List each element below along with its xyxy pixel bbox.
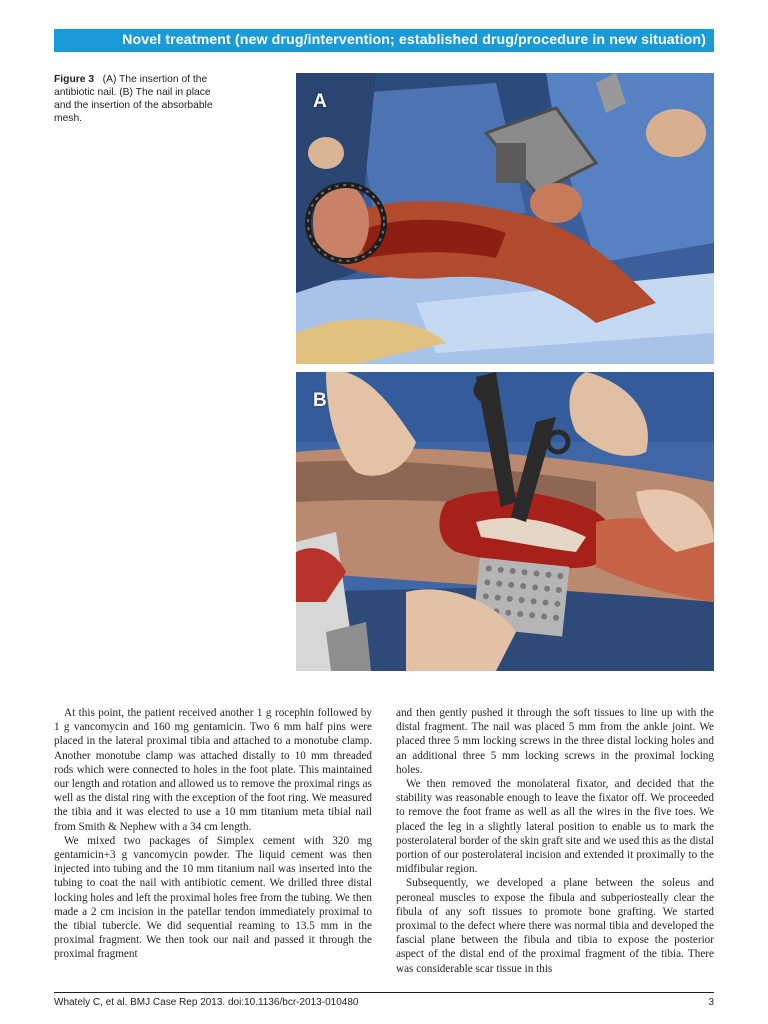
figure-panel-b: [296, 372, 714, 671]
section-banner: Novel treatment (new drug/intervention; established drug/procedure in new situation): [54, 29, 714, 52]
paragraph: At this point, the patient received another 1 g rocephin followed by 1 g vancomycin and 160 mg gentamicin. Two 6 mm half pins were placed in the lateral proximal tibia and attached to a monotube clamp. Another monotube clamp was attached distally to 10 mm threaded rods which were connected to holes in the foot plate. This maintained our length and rotation and allowed us to remove the proximal rings as well as the distal ring with the exception of the foot ring. We measured the tibia and it was elected to use a 10 mm titanium meta tibial nail from Smith & Nephew with a 34 cm length.: [54, 707, 372, 833]
figure-caption: [54, 73, 226, 125]
paragraph: We then removed the monolateral fixator, and decided that the stability was reasonable enough to leave the fixator off. We proceeded to remove the foot frame as well as all the wires in the five toes. We placed the leg in a slightly lateral position to enable us to mark the posterolateral border of the skin graft site and we used this as the distal portion of our posterolateral incision and extended it proximally to the midfibular region.: [396, 778, 714, 876]
body-column-left: [54, 706, 372, 962]
panel-b-label: B: [313, 390, 327, 411]
page-number: 3: [708, 997, 714, 1008]
paragraph: Subsequently, we developed a plane between the soleus and peroneal muscles to expose the fibula and subperiosteally clear the fibula of any soft tissues to promote bone grafting. We started proximal to the defect where there was normal tibia and developed the fascial plane between the fibula and tibia to expose the posterior aspect of the distal end of the proximal fragment of the tibia. There was considerable scar tissue in this: [396, 877, 714, 975]
paragraph: and then gently pushed it through the soft tissues to line up with the distal fragment. The nail was placed 5 mm from the ankle joint. We placed three 5 mm locking screws in the three distal locking holes and an additional three 5 mm locking screws in the proximal locking holes.: [396, 707, 714, 776]
figure-caption-text: (A) The insertion of the antibiotic nail. (B) The nail in place and the insertion of the absorbable mesh.: [54, 74, 213, 124]
surgical-photo-a: [296, 73, 714, 364]
footer-divider: [54, 992, 714, 993]
figure-label: Figure 3: [54, 74, 95, 85]
footer-citation: Whately C, et al. BMJ Case Rep 2013. doi:10.1136/bcr-2013-010480: [54, 997, 359, 1008]
surgical-photo-b: [296, 372, 714, 671]
figure-panel-a: [296, 73, 714, 364]
paragraph: We mixed two packages of Simplex cement with 320 mg gentamicin+3 g vancomycin powder. The liquid cement was then injected into tubing and the 10 mm titanium nail was inserted into the tubing to coat the nail with antibiotic cement. We drilled three distal locking holes and left the proximal holes free from the tubing. We then made a 2 cm incision in the patellar tendon immediately proximal to the tibial tubercle. We did sequential reaming to 13.5 mm in the proximal fragment. We then took our nail and passed it through the proximal fragment: [54, 834, 372, 961]
body-column-right: [396, 706, 714, 976]
panel-a-label: A: [313, 91, 327, 112]
